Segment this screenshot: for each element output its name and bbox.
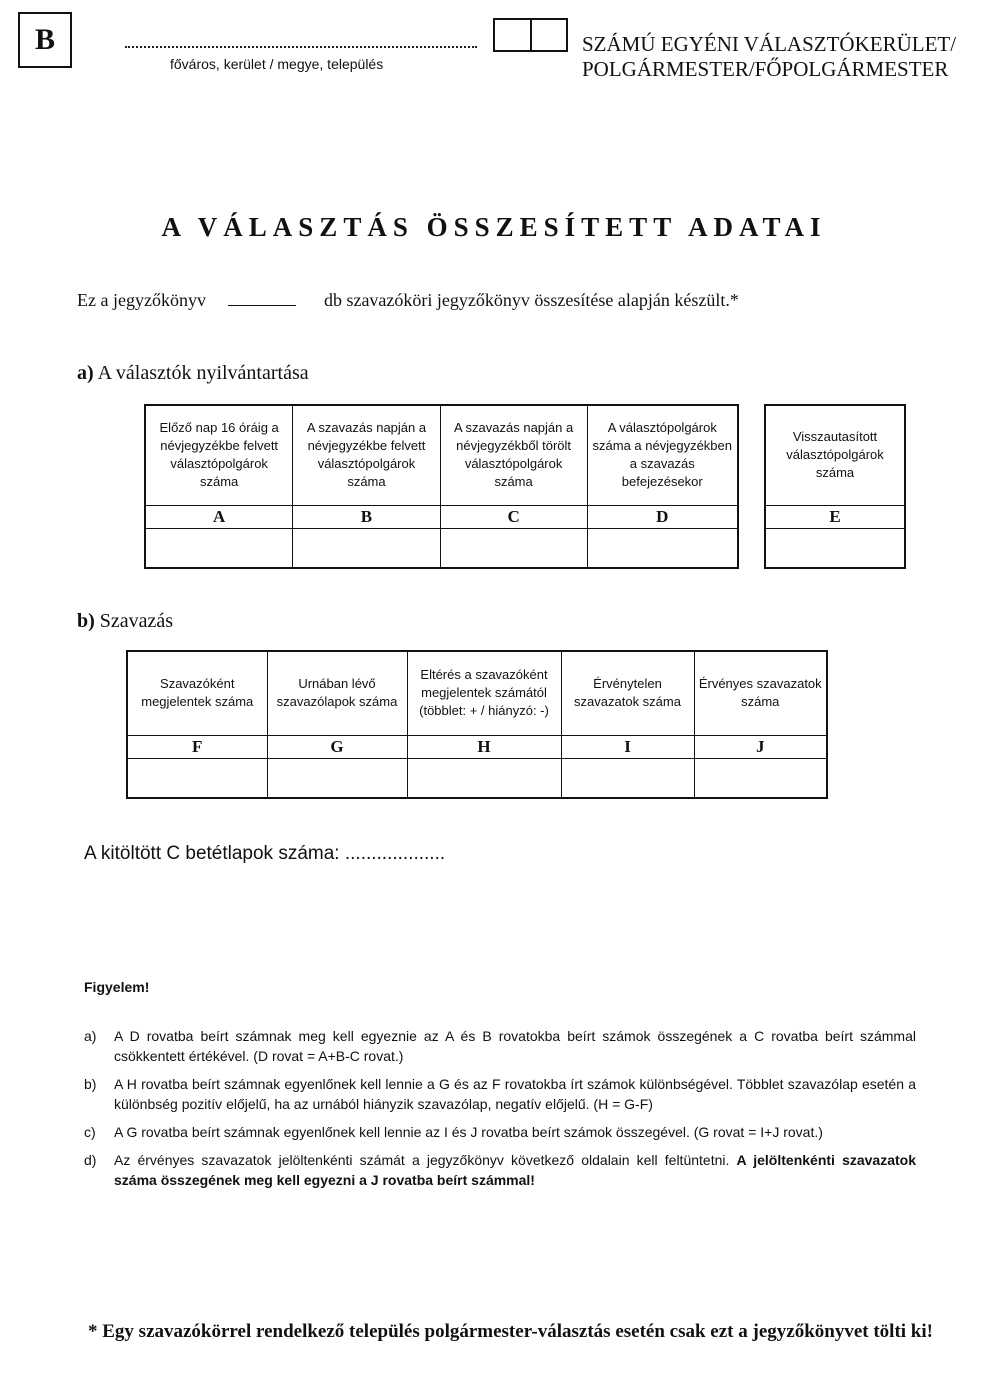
voting-table <box>126 650 828 799</box>
col-a-letter: A <box>145 505 293 528</box>
note-text: A G rovatba beírt számnak egyenlőnek kell lennie az I és J rovatba beírt számok összegével. (G rovat = I+J rovat.) <box>114 1124 823 1140</box>
col-f-header: Szavazóként megjelentek száma <box>127 651 267 735</box>
form-letter-box: B <box>18 12 72 68</box>
col-h-letter: H <box>407 735 561 758</box>
intro-before: Ez a jegyzőkönyv <box>77 290 206 310</box>
section-a-heading <box>77 362 309 385</box>
col-d-letter: D <box>587 505 738 528</box>
col-h-value-cell[interactable] <box>407 758 561 798</box>
col-g-letter: G <box>267 735 407 758</box>
col-e-letter: E <box>765 505 905 528</box>
voter-registry-table <box>144 404 739 569</box>
col-b-letter: B <box>293 505 440 528</box>
section-a-prefix: a) <box>77 362 94 384</box>
section-b-heading <box>77 610 173 633</box>
col-b-value-cell[interactable] <box>293 528 440 568</box>
col-i-letter: I <box>561 735 694 758</box>
col-j-value-cell[interactable] <box>694 758 827 798</box>
protocol-count-field[interactable] <box>228 291 296 306</box>
place-input-line[interactable] <box>125 34 477 48</box>
section-b-prefix: b) <box>77 610 95 632</box>
warning-notes <box>84 1026 916 1198</box>
col-f-value-cell[interactable] <box>127 758 267 798</box>
col-b-header: A szavazás napján a névjegyzékbe felvett választópolgárok száma <box>293 405 440 505</box>
district-title-line1: SZÁMÚ EGYÉNI VÁLASZTÓKERÜLET/ <box>582 32 957 56</box>
col-d-header: A választópolgárok száma a névjegyzékben a szavazás befejezésekor <box>587 405 738 505</box>
col-i-header: Érvénytelen szavazatok száma <box>561 651 694 735</box>
section-a-title: A választók nyilvántartása <box>97 362 309 384</box>
col-g-value-cell[interactable] <box>267 758 407 798</box>
page-title: A VÁLASZTÁS ÖSSZESÍTETT ADATAI <box>161 212 827 242</box>
note-d-bold-text: A jelöltenkénti szavazatok száma összegének meg kell egyezni a J rovatba beírt számmal! <box>114 1152 916 1188</box>
col-a-value-cell[interactable] <box>145 528 293 568</box>
section-b-title: Szavazás <box>99 610 174 632</box>
col-e-header: Visszautasított választópolgárok száma <box>765 405 905 505</box>
col-g-header: Urnában lévő szavazólapok száma <box>267 651 407 735</box>
col-f-letter: F <box>127 735 267 758</box>
warning-title: Figyelem! <box>84 979 150 995</box>
district-digit-1[interactable] <box>495 20 530 50</box>
note-text: A D rovatba beírt számnak meg kell egyeznie az A és B rovatokba beírt számok összegének a C rovatba beírt számmal csökkentett értékével. (D rovat = A+B-C rovat.) <box>114 1028 916 1064</box>
note-c <box>84 1122 916 1142</box>
footnote: * Egy szavazókörrel rendelkező település polgármester-választás esetén csak ezt a jegyzőkönyvet tölti ki! <box>88 1321 933 1342</box>
col-j-header: Érvényes szavazatok száma <box>694 651 827 735</box>
col-j-letter: J <box>694 735 827 758</box>
district-title <box>582 32 982 82</box>
district-title-line2: POLGÁRMESTER/FŐPOLGÁRMESTER <box>582 57 949 81</box>
col-c-letter: C <box>440 505 587 528</box>
note-label: c) <box>84 1124 96 1140</box>
note-a <box>84 1026 916 1066</box>
district-number-boxes[interactable] <box>493 18 568 52</box>
col-i-value-cell[interactable] <box>561 758 694 798</box>
col-h-header: Eltérés a szavazóként megjelentek számától (többlet: + / hiányzó: -) <box>407 651 561 735</box>
note-text: A H rovatba beírt számnak egyenlőnek kell lennie a G és az F rovatokba írt számok különbségével. Többlet szavazólap esetén a különbség pozitív előjelű, ha az urnából hiányzik szavazólap, negatív előjelű. (H = G-F) <box>114 1076 916 1112</box>
intro-sentence <box>77 290 739 311</box>
district-digit-2[interactable] <box>530 20 567 50</box>
note-label: a) <box>84 1028 97 1044</box>
note-d <box>84 1150 916 1190</box>
col-c-value-cell[interactable] <box>440 528 587 568</box>
col-e-value-cell[interactable] <box>765 528 905 568</box>
note-d-text: Az érvényes szavazatok jelöltenkénti számát a jegyzőkönyv következő oldalain kell feltüntetni. <box>114 1152 730 1168</box>
note-label: d) <box>84 1152 97 1168</box>
note-label: b) <box>84 1076 97 1092</box>
col-d-value-cell[interactable] <box>587 528 738 568</box>
rejected-voters-table <box>764 404 906 569</box>
col-a-header: Előző nap 16 óráig a névjegyzékbe felvett választópolgárok száma <box>145 405 293 505</box>
c-sheets-count: A kitöltött C betétlapok száma: ................... <box>84 843 446 864</box>
note-text <box>114 1150 916 1190</box>
place-label: főváros, kerület / megye, település <box>170 56 384 72</box>
intro-after: db szavazóköri jegyzőkönyv összesítése alapján készült.* <box>323 290 739 310</box>
note-b <box>84 1074 916 1114</box>
col-c-header: A szavazás napján a névjegyzékből törölt választópolgárok száma <box>440 405 587 505</box>
